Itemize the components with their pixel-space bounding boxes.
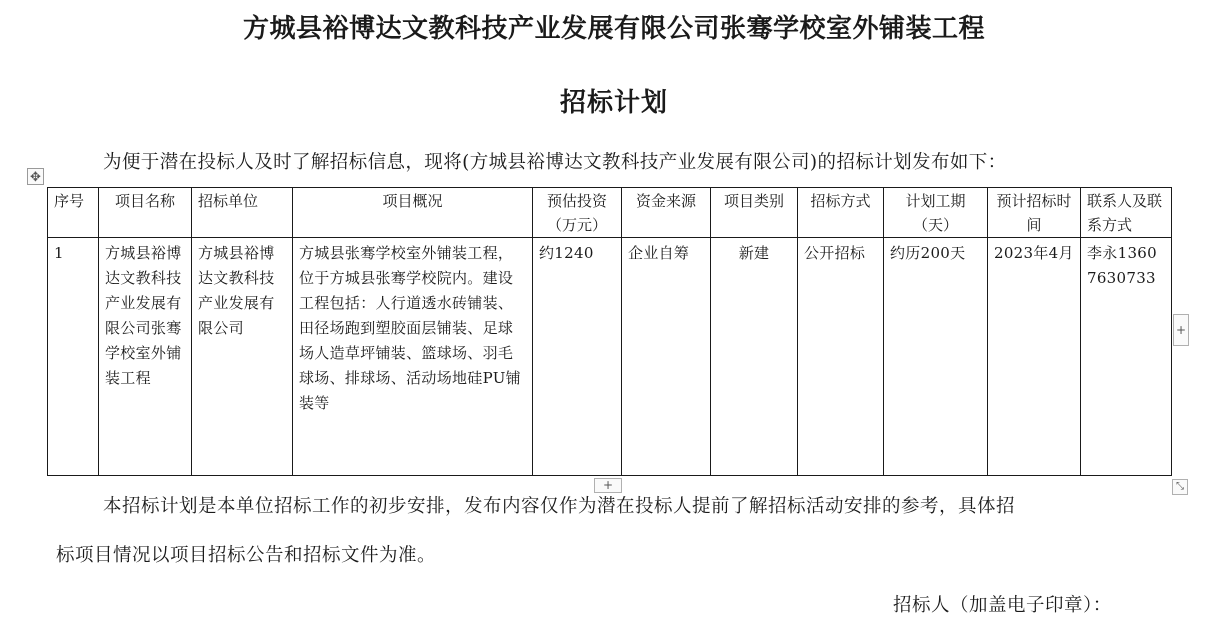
table-row [48,238,1172,476]
signer-line: 招标人（加盖电子印章）： [893,595,1112,616]
add-row-button[interactable]: + [594,478,622,493]
cell-contact: 李永13607630733 [1081,238,1172,476]
note-paragraph-line2: 标项目情况以项目招标公告和招标文件为准。 [56,545,437,566]
header-cell: 序号 [48,188,99,238]
cell-project-name: 方城县裕博达文教科技产业发展有限公司张骞学校室外铺装工程 [99,238,192,476]
cell-tender-unit: 方城县裕博达文教科技产业发展有限公司 [192,238,293,476]
header-cell: 联系人及联系方式 [1081,188,1172,238]
header-cell: 资金来源 [622,188,711,238]
header-cell: 预计招标时间 [988,188,1081,238]
document-title: 方城县裕博达文教科技产业发展有限公司张骞学校室外铺装工程 [242,14,985,44]
cell-time: 2023年4月 [988,238,1081,476]
cell-funding: 企业自筹 [622,238,711,476]
table-header-row [48,188,1172,238]
intro-paragraph: 为便于潜在投标人及时了解招标信息，现将(方城县裕博达文教科技产业发展有限公司)的招标计划发布如下： [103,152,1007,173]
header-cell: 预估投资（万元） [533,188,622,238]
note-paragraph-line1: 本招标计划是本单位招标工作的初步安排，发布内容仅作为潜在投标人提前了解招标活动安排的参考，具体招 [103,496,1016,517]
header-cell: 计划工期（天） [884,188,988,238]
resize-icon[interactable]: ⤡ [1172,479,1188,495]
cell-duration: 约历200天 [884,238,988,476]
header-cell: 项目概况 [293,188,533,238]
move-icon[interactable]: ✥ [27,168,44,185]
add-column-button[interactable]: + [1173,314,1189,346]
cell-category: 新建 [711,238,798,476]
tender-plan-table [47,187,1172,476]
header-cell: 招标单位 [192,188,293,238]
header-cell: 项目名称 [99,188,192,238]
cell-investment: 约1240 [533,238,622,476]
cell-method: 公开招标 [798,238,884,476]
document-subtitle: 招标计划 [559,88,668,118]
header-cell: 项目类别 [711,188,798,238]
cell-overview: 方城县张骞学校室外铺装工程，位于方城县张骞学校院内。建设工程包括：人行道透水砖铺装、田径场跑到塑胶面层铺装、足球场人造草坪铺装、篮球场、羽毛球场、排球场、活动场地硅PU铺装等 [293,238,533,476]
header-cell: 招标方式 [798,188,884,238]
cell-no: 1 [48,238,99,476]
